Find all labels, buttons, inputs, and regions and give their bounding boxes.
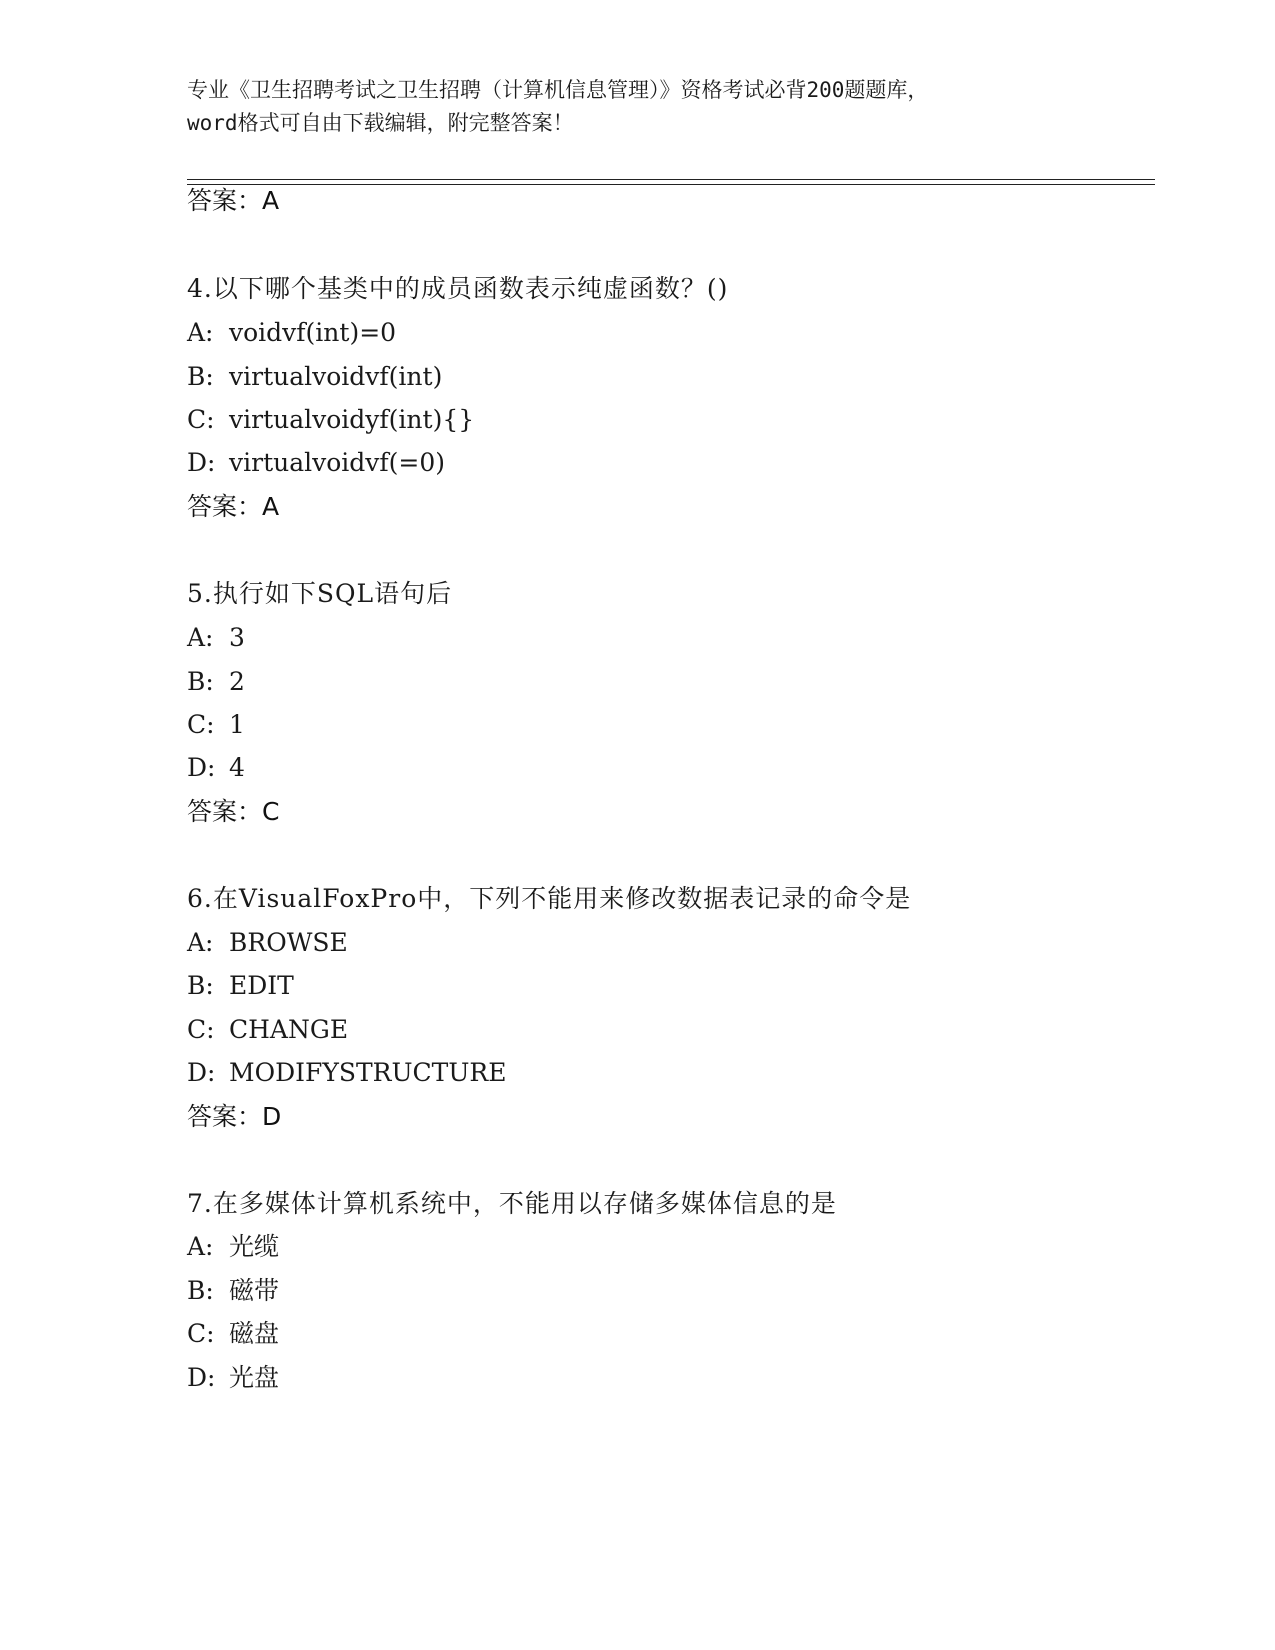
question-7-option-c — [187, 1319, 279, 1349]
option-text: 1 — [229, 710, 245, 739]
question-5-text: 5.执行如下SQL语句后 — [187, 579, 453, 608]
header-divider-bottom — [187, 184, 1155, 185]
option-letter: A: — [187, 318, 214, 347]
option-text: voidvf(int)=0 — [229, 318, 397, 347]
option-text: 4 — [229, 753, 245, 782]
option-text: EDIT — [229, 971, 294, 1000]
option-text: 3 — [229, 623, 245, 652]
question-6-text: 6.在VisualFoxPro中，下列不能用来修改数据表记录的命令是 — [187, 884, 912, 913]
option-text: 光盘 — [229, 1363, 280, 1392]
question-4-option-c — [187, 405, 474, 435]
header-line-1: 专业《卫生招聘考试之卫生招聘（计算机信息管理）》资格考试必背200题题库， — [187, 78, 929, 102]
option-letter: D: — [187, 1058, 216, 1087]
question-6-answer: 答案：D — [187, 1102, 282, 1131]
question-4-text: 4.以下哪个基类中的成员函数表示纯虚函数？() — [187, 274, 729, 303]
option-letter: D: — [187, 753, 216, 782]
question-5-answer: 答案：C — [187, 797, 280, 826]
option-letter: D: — [187, 1363, 216, 1392]
option-letter: A: — [187, 928, 214, 957]
option-text: BROWSE — [229, 928, 348, 957]
question-4-option-a — [187, 318, 396, 348]
question-4-answer: 答案：A — [187, 492, 280, 521]
option-text: CHANGE — [229, 1015, 349, 1044]
question-6-option-d — [187, 1058, 507, 1088]
document-header — [187, 74, 1087, 140]
option-text: virtualvoidyf(int){} — [229, 405, 475, 434]
option-text: MODIFYSTRUCTURE — [229, 1058, 507, 1087]
option-text: virtualvoidvf(int) — [229, 362, 443, 391]
question-4-option-d — [187, 448, 445, 478]
option-text: 磁带 — [229, 1276, 280, 1305]
option-letter: A: — [187, 1232, 214, 1261]
option-letter: A: — [187, 623, 214, 652]
question-7-option-b — [187, 1276, 279, 1306]
option-letter: D: — [187, 448, 216, 477]
question-7-text: 7.在多媒体计算机系统中，不能用以存储多媒体信息的是 — [187, 1189, 837, 1218]
option-letter: B: — [187, 667, 214, 696]
option-letter: B: — [187, 971, 214, 1000]
option-letter: B: — [187, 1276, 214, 1305]
question-4-option-b — [187, 362, 442, 392]
question-5-option-b — [187, 667, 245, 697]
option-letter: C: — [187, 1319, 215, 1348]
question-7-option-d — [187, 1363, 279, 1393]
option-letter: C: — [187, 405, 215, 434]
question-5-option-d — [187, 753, 245, 783]
question-6-option-c — [187, 1015, 348, 1045]
option-letter: C: — [187, 1015, 215, 1044]
question-5-option-a — [187, 623, 245, 653]
header-line-2: word格式可自由下载编辑，附完整答案！ — [187, 111, 574, 135]
option-text: 磁盘 — [229, 1319, 280, 1348]
option-letter: C: — [187, 710, 215, 739]
previous-answer: 答案：A — [187, 186, 280, 215]
option-letter: B: — [187, 362, 214, 391]
option-text: 光缆 — [229, 1232, 280, 1261]
option-text: 2 — [229, 667, 245, 696]
question-5-option-c — [187, 710, 245, 740]
header-divider-top — [187, 179, 1155, 180]
question-7-option-a — [187, 1232, 279, 1262]
option-text: virtualvoidvf(=0) — [229, 448, 446, 477]
question-6-option-a — [187, 928, 348, 958]
question-6-option-b — [187, 971, 294, 1001]
